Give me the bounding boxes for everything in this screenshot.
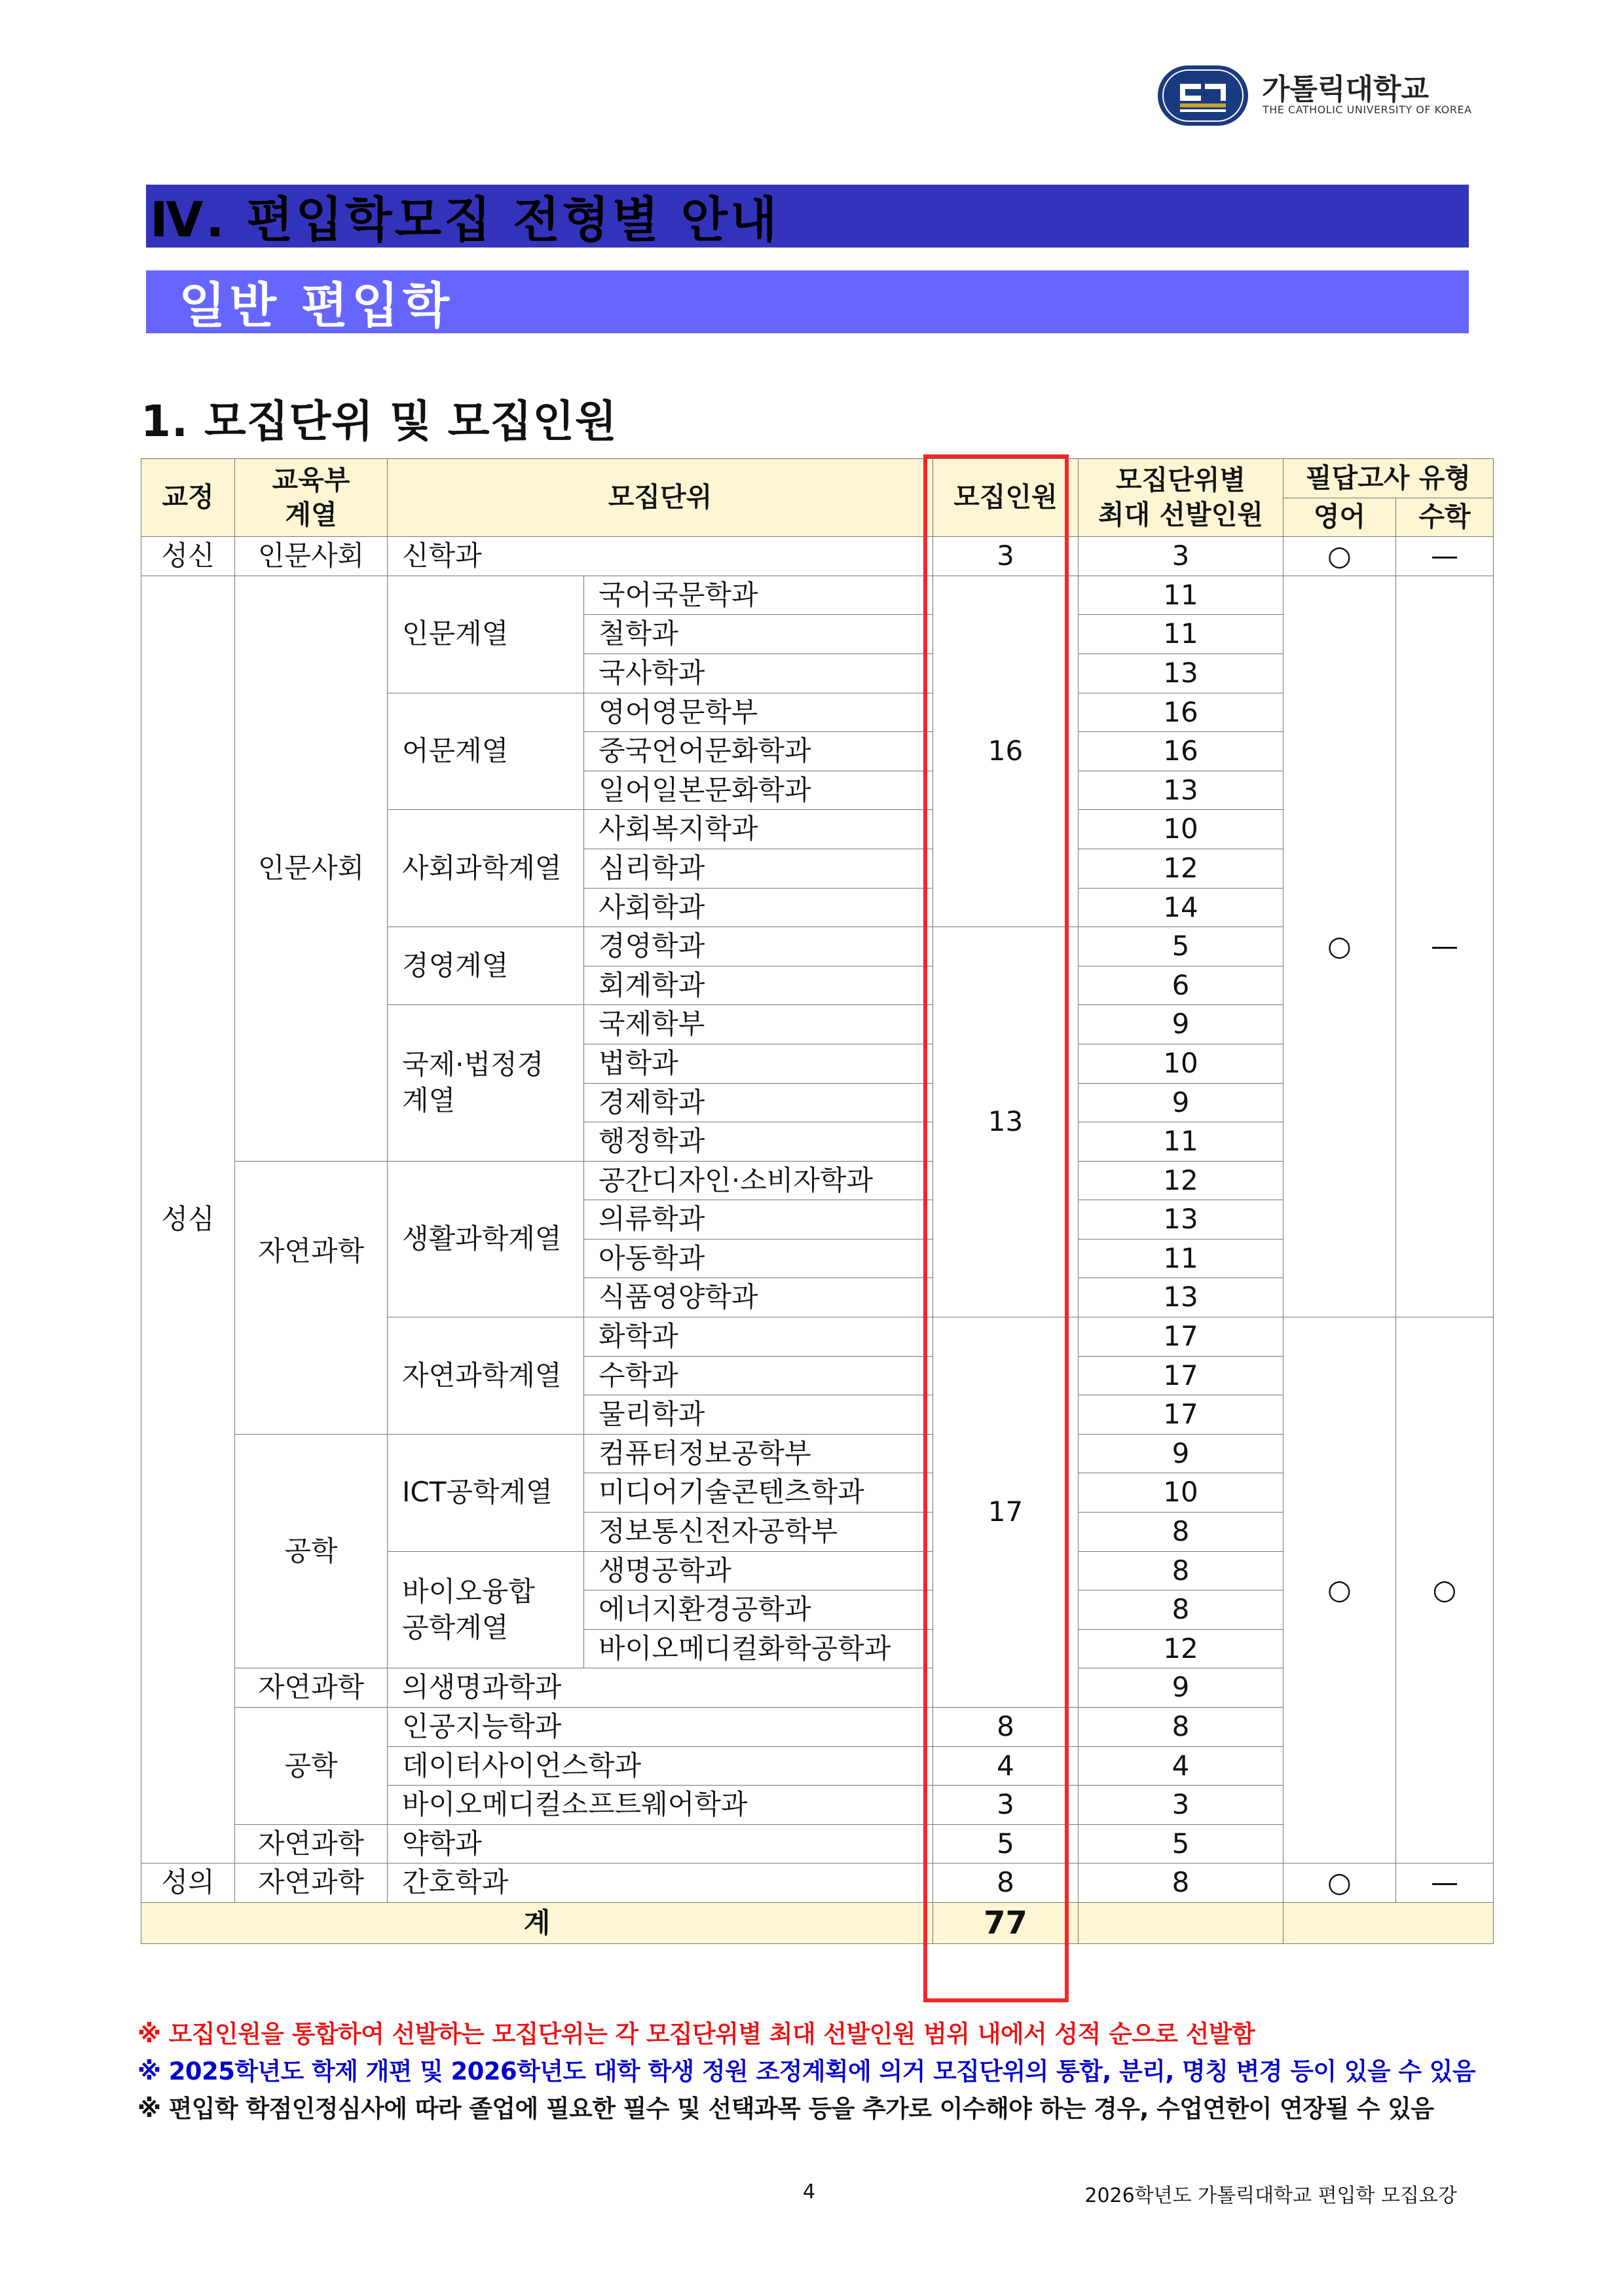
table-row <box>141 1864 1494 1903</box>
university-seal-icon <box>1154 63 1252 128</box>
department-cell: 사회복지학과 <box>584 810 933 849</box>
department-cell: 국제학부 <box>584 1005 933 1044</box>
max-select-cell: 3 <box>1079 1786 1283 1825</box>
max-select-cell: 11 <box>1079 615 1283 654</box>
division-cell: 인문사회 <box>235 576 388 1161</box>
department-cell: 미디어기술콘텐츠학과 <box>584 1473 933 1513</box>
department-cell: 사회학과 <box>584 888 933 927</box>
max-select-cell: 13 <box>1079 771 1283 810</box>
header-unit: 모집단위 <box>388 459 933 537</box>
max-select-cell: 8 <box>1079 1864 1283 1903</box>
division-cell: 인문사회 <box>235 537 388 576</box>
max-select-cell: 5 <box>1079 1824 1283 1864</box>
max-select-cell: 17 <box>1079 1317 1283 1357</box>
header-exam-type: 필답고사 유형 <box>1283 459 1494 498</box>
max-select-cell: 12 <box>1079 1629 1283 1668</box>
group-cell-text: 바이오융합 공학계열 <box>402 1575 535 1643</box>
department-cell: 국어국문학과 <box>584 576 933 615</box>
max-select-cell: 14 <box>1079 888 1283 927</box>
max-select-cell: 9 <box>1079 1434 1283 1473</box>
campus-cell: 성심 <box>141 576 235 1864</box>
table-row <box>141 576 1494 615</box>
department-cell: 심리학과 <box>584 849 933 888</box>
header-division <box>235 459 388 537</box>
quota-cell: 4 <box>933 1746 1079 1786</box>
note-red: ※ 모집인원을 통합하여 선발하는 모집단위는 각 모집단위별 최대 선발인원 범위 내에서 성적 순으로 선발함 <box>138 2020 1255 2048</box>
department-cell: 바이오메디컬화학공학과 <box>584 1629 933 1668</box>
department-cell: 의류학과 <box>584 1200 933 1239</box>
division-cell: 자연과학 <box>235 1824 388 1864</box>
max-select-cell: 13 <box>1079 1278 1283 1317</box>
quota-cell: 13 <box>933 927 1079 1317</box>
header-math: 수학 <box>1396 498 1494 537</box>
max-select-cell: 10 <box>1079 1044 1283 1083</box>
unit-cell: 의생명과학과 <box>388 1668 933 1708</box>
math-exam-cell: — <box>1396 537 1494 576</box>
footer-text: 2026학년도 가톨릭대학교 편입학 모집요강 <box>1084 2184 1457 2207</box>
department-cell: 공간디자인·소비자학과 <box>584 1161 933 1200</box>
unit-cell: 약학과 <box>388 1824 933 1864</box>
logo-name-korean: 가톨릭대학교 <box>1262 73 1430 106</box>
unit-cell: 간호학과 <box>388 1864 933 1903</box>
division-cell: 공학 <box>235 1434 388 1668</box>
max-select-cell: 8 <box>1079 1551 1283 1590</box>
division-cell: 공학 <box>235 1708 388 1825</box>
recruitment-table <box>141 458 1494 1944</box>
group-cell-text: 국제·법정경 계열 <box>402 1048 544 1116</box>
total-empty-cell <box>1283 1902 1494 1943</box>
department-cell: 영어영문학부 <box>584 693 933 732</box>
note-blue: ※ 2025학년도 학제 개편 및 2026학년도 대학 학생 정원 조정계획에 의거 모집단위의 통합, 분리, 명칭 변경 등이 있을 수 있음 <box>138 2057 1476 2085</box>
max-select-cell: 9 <box>1079 1083 1283 1122</box>
note-black: ※ 편입학 학점인정심사에 따라 졸업에 필요한 필수 및 선택과목 등을 추가로 이수해야 하는 경우, 수업연한이 연장될 수 있음 <box>138 2095 1434 2123</box>
max-select-cell: 3 <box>1079 537 1283 576</box>
group-cell: 인문계열 <box>388 576 584 693</box>
department-cell: 국사학과 <box>584 653 933 693</box>
total-value: 77 <box>933 1902 1079 1943</box>
max-select-cell: 16 <box>1079 693 1283 732</box>
group-cell: 어문계열 <box>388 693 584 810</box>
department-cell: 경제학과 <box>584 1083 933 1122</box>
group-cell: 생활과학계열 <box>388 1161 584 1317</box>
max-select-cell: 16 <box>1079 732 1283 771</box>
max-select-cell: 9 <box>1079 1668 1283 1708</box>
unit-cell: 인공지능학과 <box>388 1708 933 1747</box>
english-exam-cell: ○ <box>1283 576 1396 1317</box>
english-exam-cell: ○ <box>1283 537 1396 576</box>
quota-cell: 3 <box>933 1786 1079 1825</box>
quota-cell: 17 <box>933 1317 1079 1708</box>
quota-cell: 5 <box>933 1824 1079 1864</box>
department-cell: 회계학과 <box>584 966 933 1005</box>
header-max-select <box>1079 459 1283 537</box>
group-cell <box>388 1005 584 1161</box>
max-select-cell: 8 <box>1079 1708 1283 1747</box>
department-cell: 행정학과 <box>584 1122 933 1162</box>
group-cell: 자연과학계열 <box>388 1317 584 1435</box>
max-select-cell: 8 <box>1079 1590 1283 1630</box>
university-logo <box>1154 63 1472 128</box>
header-campus: 교정 <box>141 459 235 537</box>
max-select-cell: 10 <box>1079 810 1283 849</box>
total-label: 계 <box>141 1902 933 1943</box>
math-exam-cell: — <box>1396 576 1494 1317</box>
subsection-banner: 일반 편입학 <box>146 270 1469 333</box>
header-division-text: 교육부 계열 <box>272 464 350 531</box>
division-cell: 자연과학 <box>235 1668 388 1708</box>
max-select-cell: 11 <box>1079 1122 1283 1162</box>
unit-cell: 데이터사이언스학과 <box>388 1746 933 1786</box>
group-cell: ICT공학계열 <box>388 1434 584 1551</box>
department-cell: 식품영양학과 <box>584 1278 933 1317</box>
department-cell: 수학과 <box>584 1356 933 1395</box>
max-select-cell: 17 <box>1079 1356 1283 1395</box>
quota-cell: 16 <box>933 576 1079 927</box>
quota-cell: 8 <box>933 1864 1079 1903</box>
max-select-cell: 12 <box>1079 1161 1283 1200</box>
max-select-cell: 12 <box>1079 849 1283 888</box>
quota-cell: 8 <box>933 1708 1079 1747</box>
page-number: 4 <box>803 2180 816 2203</box>
division-cell: 자연과학 <box>235 1864 388 1903</box>
quota-cell: 3 <box>933 537 1079 576</box>
unit-cell: 신학과 <box>388 537 933 576</box>
campus-cell: 성신 <box>141 537 235 576</box>
department-cell: 중국언어문화학과 <box>584 732 933 771</box>
department-cell: 생명공학과 <box>584 1551 933 1590</box>
table-row <box>141 537 1494 576</box>
max-select-cell: 11 <box>1079 576 1283 615</box>
department-cell: 컴퓨터정보공학부 <box>584 1434 933 1473</box>
department-cell: 법학과 <box>584 1044 933 1083</box>
logo-name-english: THE CATHOLIC UNIVERSITY OF KOREA <box>1263 103 1472 116</box>
max-select-cell: 6 <box>1079 966 1283 1005</box>
department-cell: 아동학과 <box>584 1239 933 1278</box>
department-cell: 정보통신전자공학부 <box>584 1513 933 1552</box>
section-heading: 1. 모집단위 및 모집인원 <box>141 396 618 447</box>
group-cell: 경영계열 <box>388 927 584 1005</box>
max-select-cell: 13 <box>1079 1200 1283 1239</box>
max-select-cell: 5 <box>1079 927 1283 966</box>
english-exam-cell: ○ <box>1283 1317 1396 1864</box>
header-english: 영어 <box>1283 498 1396 537</box>
max-select-cell: 17 <box>1079 1395 1283 1435</box>
max-select-cell: 13 <box>1079 653 1283 693</box>
total-row <box>141 1902 1494 1943</box>
math-exam-cell: — <box>1396 1864 1494 1903</box>
max-select-cell: 4 <box>1079 1746 1283 1786</box>
group-cell <box>388 1551 584 1668</box>
division-cell: 자연과학 <box>235 1161 388 1434</box>
department-cell: 철학과 <box>584 615 933 654</box>
max-select-cell: 10 <box>1079 1473 1283 1513</box>
department-cell: 에너지환경공학과 <box>584 1590 933 1630</box>
max-select-cell: 9 <box>1079 1005 1283 1044</box>
department-cell: 경영학과 <box>584 927 933 966</box>
unit-cell: 바이오메디컬소프트웨어학과 <box>388 1786 933 1825</box>
max-select-cell: 8 <box>1079 1513 1283 1552</box>
department-cell: 일어일본문화학과 <box>584 771 933 810</box>
section-banner: Ⅳ. 편입학모집 전형별 안내 <box>146 185 1469 248</box>
department-cell: 물리학과 <box>584 1395 933 1435</box>
group-cell: 사회과학계열 <box>388 810 584 927</box>
math-exam-cell: ○ <box>1396 1317 1494 1864</box>
department-cell: 화학과 <box>584 1317 933 1357</box>
header-quota: 모집인원 <box>933 459 1079 537</box>
max-select-cell: 11 <box>1079 1239 1283 1278</box>
total-empty-cell <box>1079 1902 1283 1943</box>
campus-cell: 성의 <box>141 1864 235 1903</box>
header-max-select-text: 모집단위별 최대 선발인원 <box>1098 464 1263 531</box>
english-exam-cell: ○ <box>1283 1864 1396 1903</box>
